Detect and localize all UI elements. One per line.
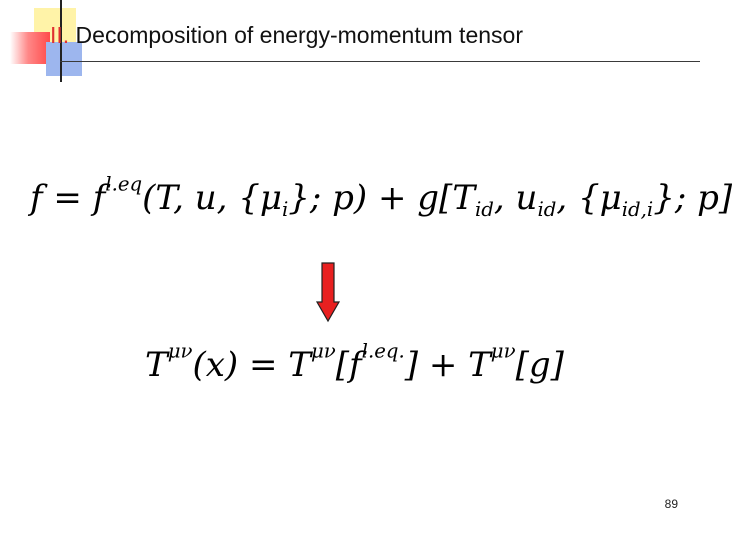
eq1-mid-2: , {μ — [556, 178, 622, 218]
eq2-sup-leq: l.eq. — [361, 339, 405, 363]
slide-title — [50, 22, 523, 49]
eq1-tail: }; p] — [653, 178, 732, 218]
eq1-f: f — [30, 178, 43, 218]
eq2-sup-3: μν — [490, 339, 516, 363]
eq1-f-leq: f — [92, 178, 106, 218]
eq2-plus: ] + T — [404, 345, 491, 385]
eq1-args-close: }; p) + g[T — [288, 178, 475, 218]
eq2-sup-2: μν — [310, 339, 336, 363]
eq1-sub-id-2: id — [537, 197, 557, 221]
title-text: Decomposition of energy-momentum tensor — [69, 22, 523, 48]
title-number: II. — [50, 22, 70, 48]
eq2-bracket-open: [f — [335, 345, 362, 385]
page-number: 89 — [664, 497, 678, 511]
eq2-lhs: (x) = T — [192, 345, 311, 385]
eq1-mid-1: , u — [493, 178, 538, 218]
eq1-sub-i: i — [281, 197, 289, 221]
decorative-red-square — [10, 32, 50, 64]
eq1-args-open: (T, u, {μ — [142, 178, 282, 218]
eq2-T: T — [145, 345, 168, 385]
eq1-equals: = — [42, 178, 93, 218]
down-arrow-icon — [316, 262, 340, 322]
eq2-g-term: [g] — [515, 345, 564, 385]
eq1-sub-id-1: id — [475, 197, 494, 221]
eq1-sub-id-i: id,i — [621, 197, 654, 221]
title-underline — [60, 61, 700, 62]
eq1-sup-leq: l.eq — [105, 172, 143, 196]
distribution-equation — [30, 172, 732, 221]
eq2-sup-1: μν — [167, 339, 193, 363]
tensor-decomposition-equation — [145, 339, 564, 385]
